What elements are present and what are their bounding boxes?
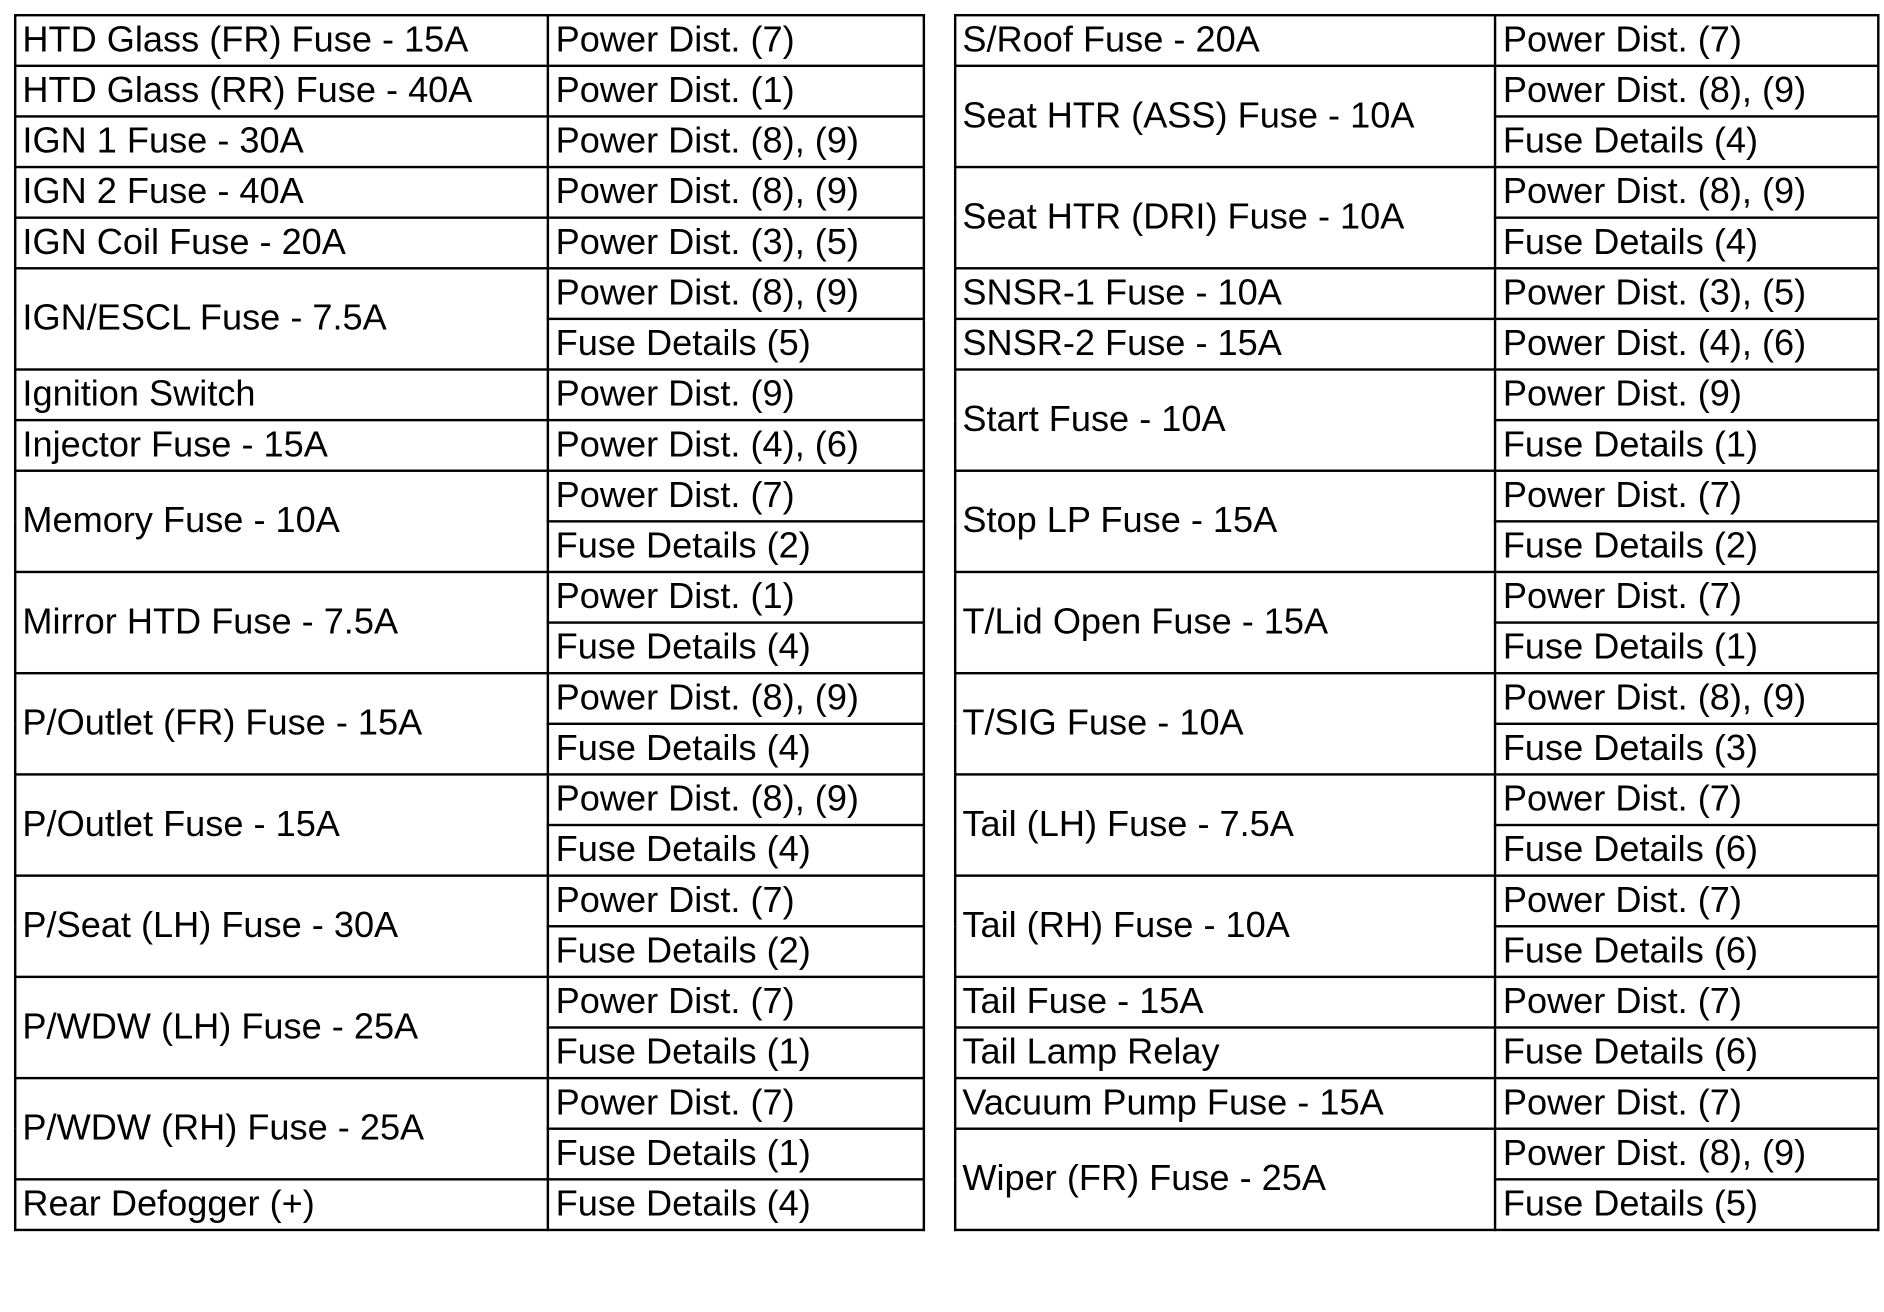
fuse-name-cell: SNSR-1 Fuse - 10A <box>955 268 1495 319</box>
fuse-reference-cell: Power Dist. (7) <box>1496 572 1879 623</box>
table-row <box>955 1027 1878 1078</box>
fuse-name-cell: Vacuum Pump Fuse - 15A <box>955 1078 1495 1129</box>
table-row <box>15 673 924 724</box>
fuse-name-cell: Tail (LH) Fuse - 7.5A <box>955 774 1495 875</box>
fuse-name-cell: Memory Fuse - 10A <box>15 471 548 572</box>
fuse-reference-cell: Fuse Details (6) <box>1496 825 1879 876</box>
fuse-reference-cell: Fuse Details (5) <box>548 319 923 370</box>
fuse-reference-cell: Power Dist. (7) <box>1496 1078 1879 1129</box>
fuse-reference-cell: Fuse Details (1) <box>548 1129 923 1180</box>
fuse-reference-cell: Power Dist. (1) <box>548 66 923 117</box>
fuse-reference-cell: Fuse Details (4) <box>548 724 923 775</box>
fuse-name-cell: S/Roof Fuse - 20A <box>955 15 1495 66</box>
fuse-reference-cell: Power Dist. (8), (9) <box>1496 673 1879 724</box>
fuse-reference-cell: Power Dist. (7) <box>548 471 923 522</box>
fuse-reference-cell: Fuse Details (4) <box>548 825 923 876</box>
table-row <box>955 1129 1878 1180</box>
fuse-name-cell: Seat HTR (DRI) Fuse - 10A <box>955 167 1495 268</box>
table-row <box>15 370 924 421</box>
fuse-reference-cell: Power Dist. (7) <box>548 977 923 1028</box>
fuse-reference-cell: Fuse Details (4) <box>1496 218 1879 269</box>
fuse-name-cell: Seat HTR (ASS) Fuse - 10A <box>955 66 1495 167</box>
table-row <box>15 572 924 623</box>
fuse-reference-cell: Fuse Details (2) <box>548 521 923 572</box>
fuse-name-cell: Tail (RH) Fuse - 10A <box>955 876 1495 977</box>
fuse-reference-cell: Power Dist. (7) <box>548 876 923 927</box>
fuse-reference-cell: Power Dist. (8), (9) <box>548 116 923 167</box>
fuse-reference-cell: Power Dist. (8), (9) <box>1496 66 1879 117</box>
fuse-reference-cell: Power Dist. (3), (5) <box>548 218 923 269</box>
fuse-reference-cell: Power Dist. (7) <box>1496 15 1879 66</box>
fuse-name-cell: Wiper (FR) Fuse - 25A <box>955 1129 1495 1230</box>
table-row <box>15 268 924 319</box>
fuse-index <box>14 14 1879 1231</box>
table-row <box>15 1179 924 1230</box>
table-row <box>15 420 924 471</box>
table-row <box>955 1078 1878 1129</box>
fuse-name-cell: Ignition Switch <box>15 370 548 421</box>
fuse-reference-cell: Fuse Details (1) <box>548 1027 923 1078</box>
fuse-name-cell: HTD Glass (FR) Fuse - 15A <box>15 15 548 66</box>
fuse-reference-cell: Power Dist. (8), (9) <box>1496 167 1879 218</box>
fuse-name-cell: Start Fuse - 10A <box>955 370 1495 471</box>
table-row <box>955 572 1878 623</box>
table-row <box>955 268 1878 319</box>
fuse-reference-cell: Fuse Details (1) <box>1496 623 1879 674</box>
fuse-name-cell: IGN 1 Fuse - 30A <box>15 116 548 167</box>
table-row <box>15 218 924 269</box>
fuse-name-cell: IGN 2 Fuse - 40A <box>15 167 548 218</box>
table-row <box>15 66 924 117</box>
fuse-table-right <box>954 14 1880 1231</box>
fuse-name-cell: Rear Defogger (+) <box>15 1179 548 1230</box>
fuse-reference-cell: Fuse Details (2) <box>1496 521 1879 572</box>
fuse-reference-cell: Power Dist. (3), (5) <box>1496 268 1879 319</box>
fuse-reference-cell: Fuse Details (3) <box>1496 724 1879 775</box>
fuse-reference-cell: Fuse Details (1) <box>1496 420 1879 471</box>
fuse-name-cell: P/Seat (LH) Fuse - 30A <box>15 876 548 977</box>
fuse-name-cell: Injector Fuse - 15A <box>15 420 548 471</box>
fuse-index-grid <box>14 14 1879 1231</box>
fuse-name-cell: T/SIG Fuse - 10A <box>955 673 1495 774</box>
fuse-reference-cell: Fuse Details (4) <box>1496 116 1879 167</box>
fuse-reference-cell: Power Dist. (4), (6) <box>1496 319 1879 370</box>
table-row <box>955 370 1878 421</box>
fuse-reference-cell: Fuse Details (5) <box>1496 1179 1879 1230</box>
table-row <box>955 15 1878 66</box>
table-row <box>15 977 924 1028</box>
fuse-name-cell: P/Outlet (FR) Fuse - 15A <box>15 673 548 774</box>
table-row <box>15 1078 924 1129</box>
fuse-reference-cell: Power Dist. (7) <box>1496 774 1879 825</box>
fuse-reference-cell: Power Dist. (9) <box>548 370 923 421</box>
table-row <box>15 774 924 825</box>
fuse-name-cell: HTD Glass (RR) Fuse - 40A <box>15 66 548 117</box>
fuse-reference-cell: Fuse Details (4) <box>548 623 923 674</box>
fuse-reference-cell: Power Dist. (8), (9) <box>548 774 923 825</box>
table-row <box>955 876 1878 927</box>
table-row <box>15 15 924 66</box>
table-row <box>955 319 1878 370</box>
fuse-reference-cell: Power Dist. (7) <box>548 1078 923 1129</box>
table-row <box>955 167 1878 218</box>
fuse-reference-cell: Power Dist. (1) <box>548 572 923 623</box>
fuse-name-cell: SNSR-2 Fuse - 15A <box>955 319 1495 370</box>
fuse-reference-cell: Power Dist. (7) <box>1496 471 1879 522</box>
fuse-name-cell: T/Lid Open Fuse - 15A <box>955 572 1495 673</box>
fuse-reference-cell: Power Dist. (8), (9) <box>548 167 923 218</box>
table-row <box>955 66 1878 117</box>
fuse-reference-cell: Power Dist. (8), (9) <box>548 673 923 724</box>
table-row <box>955 977 1878 1028</box>
table-row <box>955 471 1878 522</box>
fuse-name-cell: P/WDW (RH) Fuse - 25A <box>15 1078 548 1179</box>
fuse-name-cell: P/Outlet Fuse - 15A <box>15 774 548 875</box>
fuse-reference-cell: Power Dist. (8), (9) <box>1496 1129 1879 1180</box>
fuse-reference-cell: Power Dist. (8), (9) <box>548 268 923 319</box>
fuse-name-cell: Tail Fuse - 15A <box>955 977 1495 1028</box>
fuse-name-cell: Tail Lamp Relay <box>955 1027 1495 1078</box>
table-row <box>15 167 924 218</box>
fuse-name-cell: Mirror HTD Fuse - 7.5A <box>15 572 548 673</box>
fuse-reference-cell: Fuse Details (2) <box>548 926 923 977</box>
fuse-reference-cell: Fuse Details (4) <box>548 1179 923 1230</box>
fuse-table-left <box>14 14 925 1231</box>
fuse-name-cell: P/WDW (LH) Fuse - 25A <box>15 977 548 1078</box>
fuse-reference-cell: Power Dist. (7) <box>1496 977 1879 1028</box>
fuse-name-cell: Stop LP Fuse - 15A <box>955 471 1495 572</box>
table-row <box>15 876 924 927</box>
fuse-reference-cell: Power Dist. (7) <box>1496 876 1879 927</box>
table-row <box>15 471 924 522</box>
fuse-reference-cell: Power Dist. (9) <box>1496 370 1879 421</box>
fuse-name-cell: IGN Coil Fuse - 20A <box>15 218 548 269</box>
fuse-reference-cell: Fuse Details (6) <box>1496 926 1879 977</box>
table-row <box>15 116 924 167</box>
fuse-reference-cell: Fuse Details (6) <box>1496 1027 1879 1078</box>
fuse-name-cell: IGN/ESCL Fuse - 7.5A <box>15 268 548 369</box>
fuse-reference-cell: Power Dist. (4), (6) <box>548 420 923 471</box>
fuse-reference-cell: Power Dist. (7) <box>548 15 923 66</box>
table-row <box>955 774 1878 825</box>
table-row <box>955 673 1878 724</box>
